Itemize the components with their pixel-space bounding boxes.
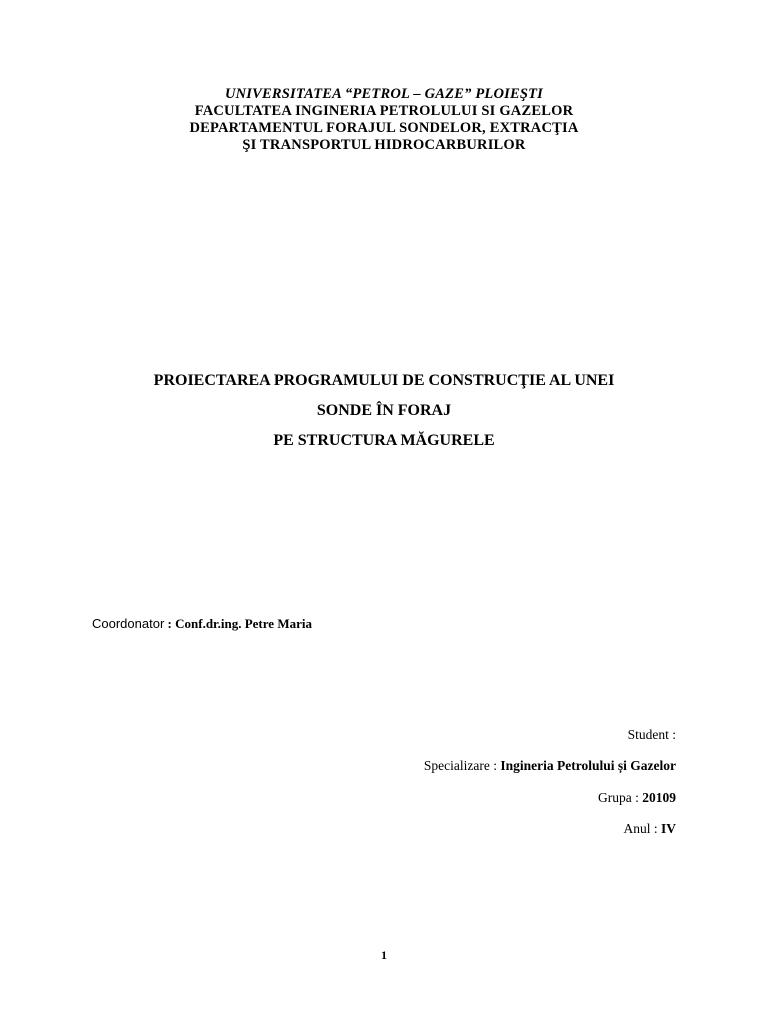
coordinator-label: Coordonator — [92, 616, 165, 631]
title-line-2: SONDE ÎN FORAJ — [316, 402, 452, 419]
year-value: IV — [660, 821, 676, 836]
title-line-3: PE STRUCTURA MĂGURELE — [273, 432, 495, 449]
page-number: 1 — [381, 948, 387, 962]
specialization-label: Specializare : — [423, 758, 501, 773]
group-label: Grupa : — [598, 790, 643, 805]
coordinator-name: Conf.dr.ing. Petre Maria — [175, 616, 312, 631]
student-line — [628, 727, 676, 743]
specialization-line — [424, 758, 676, 774]
student-label: Student : — [627, 727, 676, 742]
group-line — [598, 790, 676, 806]
university-name: UNIVERSITATEA “PETROL – GAZE” PLOIEŞTI — [224, 86, 544, 102]
coordinator-line — [92, 616, 312, 632]
title-line-1: PROIECTAREA PROGRAMULUI DE CONSTRUCŢIE AL UNEI — [153, 372, 615, 389]
year-line — [623, 821, 676, 837]
department-line-2: ŞI TRANSPORTUL HIDROCARBURILOR — [242, 137, 526, 153]
year-label: Anul : — [623, 821, 661, 836]
coordinator-separator: : — [164, 616, 176, 631]
group-value: 20109 — [642, 790, 676, 805]
specialization-value: Ingineria Petrolului și Gazelor — [500, 758, 676, 773]
faculty-name: FACULTATEA INGINERIA PETROLULUI SI GAZELOR — [194, 103, 574, 119]
department-line-1: DEPARTAMENTUL FORAJUL SONDELOR, EXTRACŢIA — [189, 120, 579, 136]
